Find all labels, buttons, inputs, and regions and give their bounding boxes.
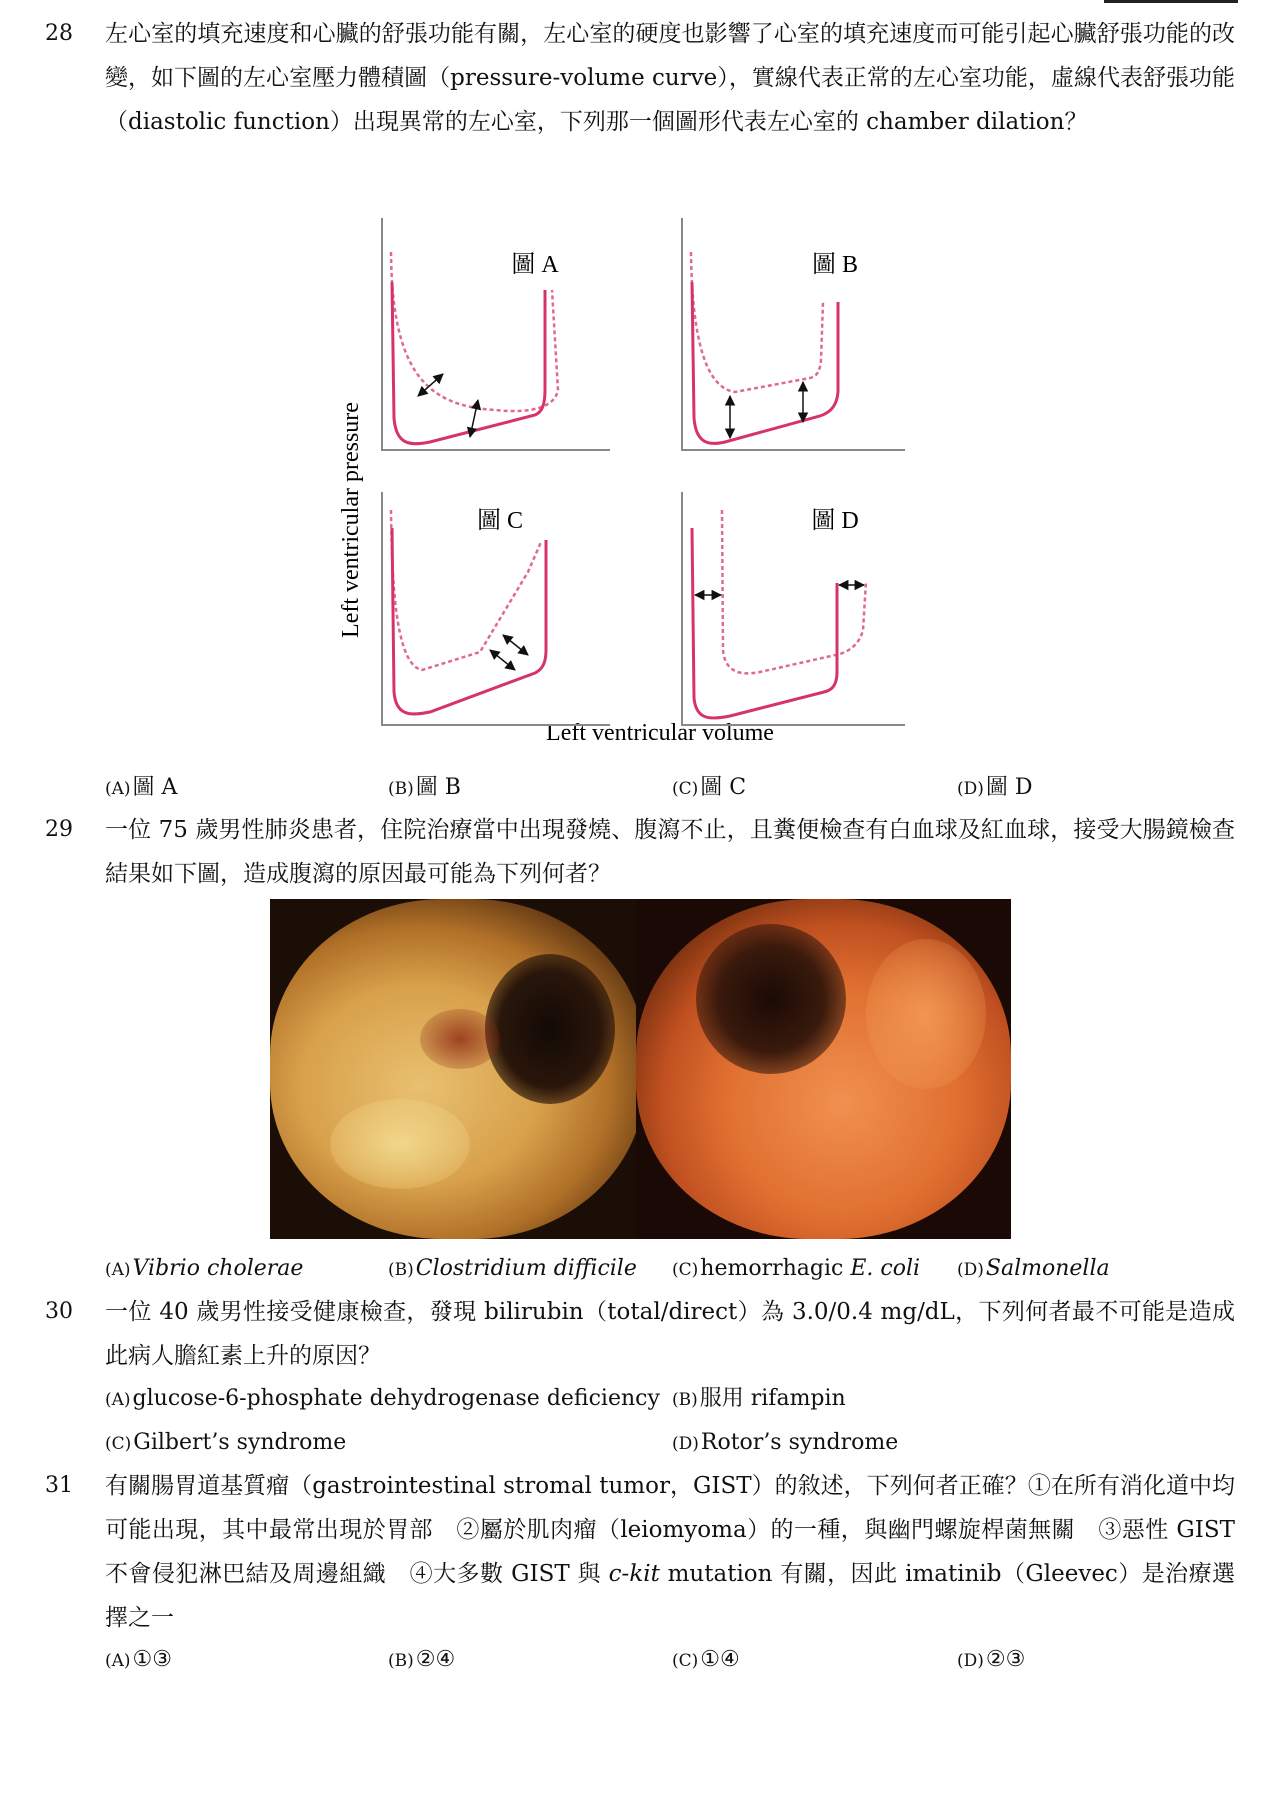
arrow-1 [490,650,515,670]
option-c[interactable]: (C)hemorrhagic E. coli [672,1256,921,1281]
axes [382,218,610,450]
option-a[interactable]: (A)glucose-6-phosphate dehydrogenase deficiency [105,1386,660,1411]
solid-curve [392,282,545,444]
option-b[interactable]: (B)Clostridium difficile [388,1256,637,1281]
option-b[interactable]: (B)②④ [388,1647,456,1672]
option-d[interactable]: (D)Rotor’s syndrome [672,1430,899,1455]
option-c[interactable]: (C)①④ [672,1647,740,1672]
option-c[interactable]: (C)Gilbert’s syndrome [105,1430,347,1455]
question-text: 左心室的填充速度和心臟的舒張功能有關，左心室的硬度也影響了心室的填充速度而可能引起心臟舒張功能的改變，如下圖的左心室壓力體積圖（pressure-volume curve），實線代表正常的左心室功能，虛線代表舒張功能（diastolic function）出現異常的左心室，下列那一個圖形代表左心室的 chamber dilation？ [105,21,1235,135]
svg-text:Left ventricular pressure: Left ventricular pressure [338,402,364,638]
solid-curve [692,528,837,718]
option-b[interactable]: (B)圖 B [388,775,461,800]
pv-curve-figure [330,210,960,760]
option-c[interactable]: (C)圖 C [672,775,747,800]
arrow-2 [503,635,528,655]
question-text: 有關腸胃道基質瘤（gastrointestinal stromal tumor，GIST）的敘述，下列何者正確？①在所有消化道中均可能出現，其中最常出現於胃部 ②屬於肌肉瘤（leiomyoma）的一種，與幽門螺旋桿菌無關 ③惡性 GIST 不會侵犯淋巴結及周邊組織 ④大多數 GIST 與 c-kit mutation 有關，因此 imatinib（Gleevec）是治療選擇之一 [105,1473,1236,1631]
colonoscopy-image-left [270,899,645,1239]
option-a[interactable]: (A)①③ [105,1647,172,1672]
panel-label: 圖 B [811,252,859,278]
option-a[interactable]: (A)Vibrio cholerae [105,1256,304,1281]
question-number: 30 [45,1299,73,1324]
option-a[interactable]: (A)圖 A [105,775,178,800]
x-axis-label: Left ventricular volume [546,720,774,746]
option-b[interactable]: (B)服用 rifampin [672,1386,846,1411]
panel-label: 圖 C [476,508,524,534]
panel-d [682,492,905,725]
option-d[interactable]: (D)Salmonella [957,1256,1110,1281]
option-d[interactable]: (D)②③ [957,1647,1026,1672]
panel-label: 圖 D [811,508,859,534]
solid-curve [692,282,838,443]
axes [682,218,905,450]
panel-b [682,218,905,450]
header-rule [1104,0,1238,3]
question-number: 28 [45,21,73,46]
panel-label: 圖 A [511,252,559,278]
axes [682,492,905,725]
y-axis-label [338,402,364,638]
panel-c [382,492,610,725]
dashed-curve [391,510,541,670]
question-number: 31 [45,1473,73,1498]
question-number: 29 [45,817,73,842]
question-text: 一位 40 歲男性接受健康檢查，發現 bilirubin（total/direct）為 3.0/0.4 mg/dL，下列何者最不可能是造成此病人膽紅素上升的原因？ [105,1299,1235,1369]
dashed-curve [722,510,866,673]
panel-a [382,218,610,450]
dashed-curve [691,252,823,392]
option-d[interactable]: (D)圖 D [957,775,1033,800]
solid-curve [392,528,546,714]
colonoscopy-image-right [636,899,1011,1239]
arrow-1 [418,374,443,396]
question-text: 一位 75 歲男性肺炎患者，住院治療當中出現發燒、腹瀉不止，且糞便檢查有白血球及紅血球，接受大腸鏡檢查結果如下圖，造成腹瀉的原因最可能為下列何者？ [105,817,1235,887]
